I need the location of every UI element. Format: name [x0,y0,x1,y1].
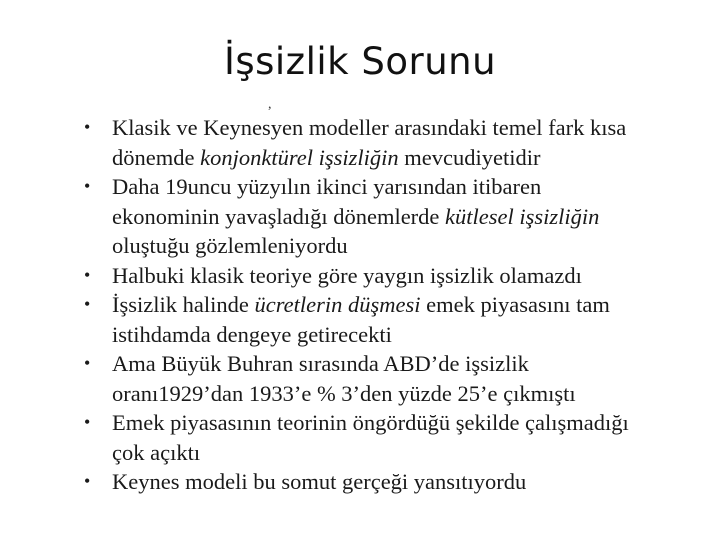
text-run: emek piyasasını tam istihdamda dengeye getirecekti [112,292,610,347]
text-run: Emek piyasasının teorinin öngördüğü şekilde çalışmadığı çok açıktı [112,410,629,465]
slide-title: İşsizlik Sorunu [223,40,497,83]
text-run: Klasik ve Keynesyen modeller arasındaki temel fark kısa dönemde [112,115,627,170]
bullet-dot: • [84,176,91,196]
bullet-dot: • [84,412,91,432]
bullet-item [84,408,644,467]
emphasis-text: konjonktürel işsizliğin [200,144,399,170]
emphasis-text: kütlesel işsizliğin [445,203,600,229]
text-run: Ama Büyük Buhran sırasında ABD’de işsizlik oranı1929’dan 1933’e % 3’den yüzde 25’e çıkmıştı [112,351,576,406]
bullet-text [112,172,644,261]
bullet-item [84,290,644,349]
bullet-dot: • [84,264,91,285]
text-run: Keynes modeli bu somut gerçeği yansıtıyordu [112,469,527,494]
bullet-text [112,349,644,408]
bullet-list [84,113,644,497]
bullet-dot: • [84,353,91,373]
bullet-item [84,467,644,497]
bullet-item [84,172,644,261]
bullet-text [112,113,644,172]
bullet-dot: • [84,471,91,491]
bullet-text [112,408,644,467]
bullet-text [112,261,644,291]
text-run: oluştuğu gözlemleniyordu [112,233,348,258]
emphasis-text: ücretlerin düşmesi [254,292,421,317]
bullet-dot: • [84,294,91,314]
text-run: mevcudiyetidir [398,144,541,170]
bullet-text [112,467,644,497]
bullet-item [84,261,644,291]
text-run: Daha 19uncu yüzyılın ikinci yarısından itibaren ekonominin yavaşladığı dönemlerde [112,174,542,229]
text-run: İşsizlik halinde [112,292,255,317]
text-run: Halbuki klasik teoriye göre yaygın işsizlik olamazdı [112,262,582,288]
bullet-text [112,290,644,349]
bullet-dot: • [84,117,91,137]
bullet-item [84,113,644,172]
stray-mark: , [268,97,272,112]
bullet-item [84,349,644,408]
